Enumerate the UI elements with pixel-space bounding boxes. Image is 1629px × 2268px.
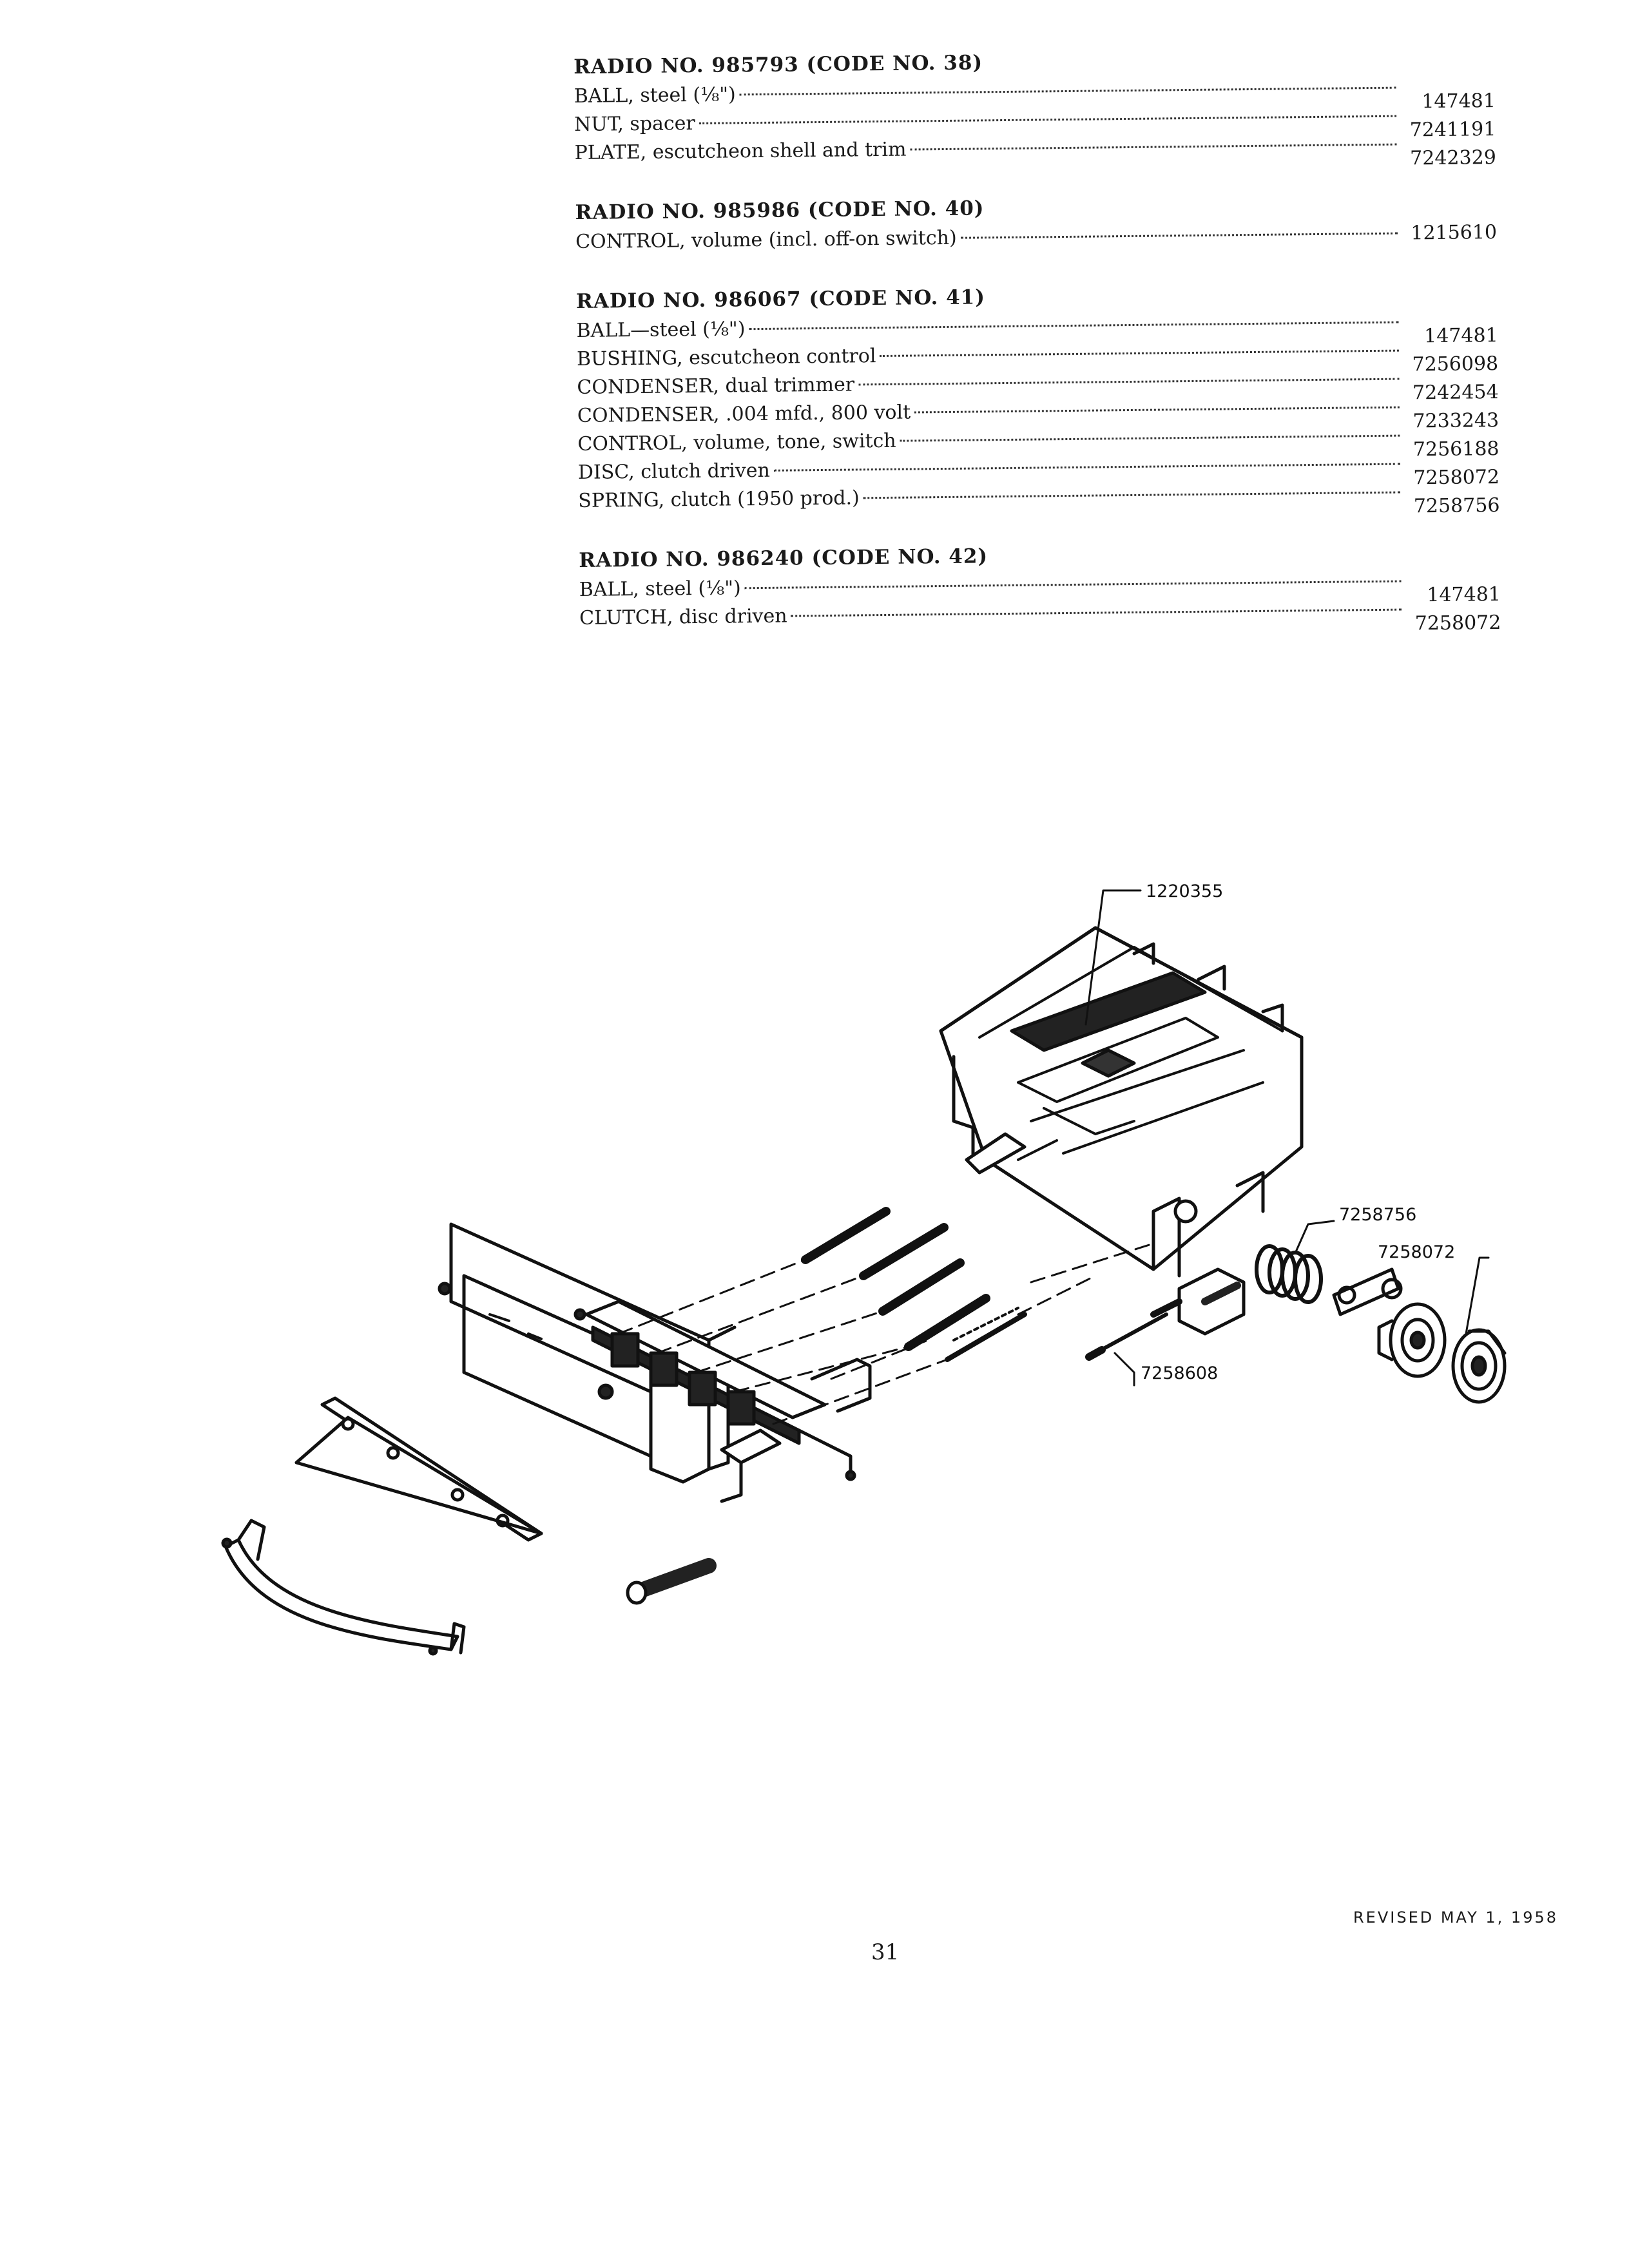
part-number: 147481: [1422, 90, 1496, 113]
callout-chassis-label: 1220355: [1146, 881, 1224, 901]
part-number: 7242454: [1412, 380, 1499, 405]
part-name: BUSHING, escutcheon control: [576, 345, 876, 370]
part-name: BALL, steel (⅛"): [574, 83, 736, 108]
parts-list: [574, 42, 1501, 662]
dot-leader: [774, 463, 1400, 472]
dot-leader: [880, 350, 1399, 357]
dot-leader: [863, 492, 1401, 499]
part-number: 7258756: [1413, 494, 1500, 518]
section-title: RADIO NO. 985793 (CODE NO. 38): [574, 51, 983, 79]
part-number: 7256188: [1412, 437, 1499, 461]
page-number: 31: [871, 1939, 900, 1965]
part-number: 7241191: [1409, 118, 1496, 142]
callout-shaft-label: 7258608: [1141, 1363, 1219, 1383]
dot-leader: [699, 115, 1396, 124]
revision-note: REVISED MAY 1, 1958: [1353, 1908, 1558, 1927]
part-name: BALL, steel (⅛"): [579, 577, 741, 601]
section-title: RADIO NO. 986067 (CODE NO. 41): [575, 285, 986, 313]
part-name: BALL—steel (⅛"): [576, 318, 746, 342]
dot-leader: [900, 435, 1400, 442]
dot-leader: [745, 581, 1402, 590]
part-name: NUT, spacer: [574, 112, 695, 136]
clutch-disc: [1453, 1330, 1505, 1402]
tuning-knob: [628, 1566, 709, 1603]
clutch-spring: [1257, 1246, 1321, 1302]
dot-leader: [914, 407, 1400, 414]
part-number: 7258072: [1414, 611, 1501, 635]
callout-spring-label: 7258756: [1339, 1205, 1417, 1225]
lower-trim: [223, 1521, 464, 1654]
clutch-disc-assembly: [1334, 1269, 1445, 1376]
shaft-rods: [805, 1211, 1025, 1360]
dot-leader: [961, 233, 1398, 239]
part-name: CONDENSER, .004 mfd., 800 volt: [577, 401, 911, 427]
part-name: CONTROL, volume, tone, switch: [577, 429, 896, 456]
clutch-shaft: [1089, 1314, 1166, 1357]
part-number: 7256098: [1412, 352, 1499, 376]
section-title: RADIO NO. 986240 (CODE NO. 42): [579, 544, 988, 572]
part-number: 7242329: [1410, 146, 1496, 170]
part-name: SPRING, clutch (1950 prod.): [578, 486, 860, 512]
dot-leader: [858, 378, 1399, 386]
part-number: 1215610: [1411, 221, 1498, 245]
section-title: RADIO NO. 985986 (CODE NO. 40): [575, 197, 985, 224]
dot-leader: [910, 144, 1396, 151]
part-name: DISC, clutch driven: [577, 459, 771, 484]
exploded-parts-diagram: [0, 825, 1629, 1662]
callout-disc-label: 7258072: [1378, 1242, 1456, 1262]
dot-leader: [791, 609, 1402, 617]
part-number: 147481: [1427, 582, 1501, 607]
part-number: 7233243: [1412, 408, 1499, 433]
part-number: 7258072: [1413, 465, 1500, 490]
part-name: CLUTCH, disc driven: [579, 604, 787, 629]
clutch-bracket: [1153, 1269, 1244, 1334]
dot-leader: [749, 322, 1398, 331]
part-name: PLATE, escutcheon shell and trim: [574, 138, 907, 164]
parts-section: [575, 187, 1497, 256]
trim-plate: [296, 1398, 541, 1540]
parts-section: [574, 42, 1496, 168]
part-name: CONTROL, volume (incl. off-on switch): [575, 226, 957, 253]
chassis-frame: [941, 928, 1302, 1276]
parts-section: [575, 276, 1500, 518]
part-name: CONDENSER, dual trimmer: [577, 373, 855, 399]
parts-section: [579, 535, 1501, 633]
dot-leader: [740, 87, 1396, 96]
part-number: 147481: [1423, 324, 1498, 348]
